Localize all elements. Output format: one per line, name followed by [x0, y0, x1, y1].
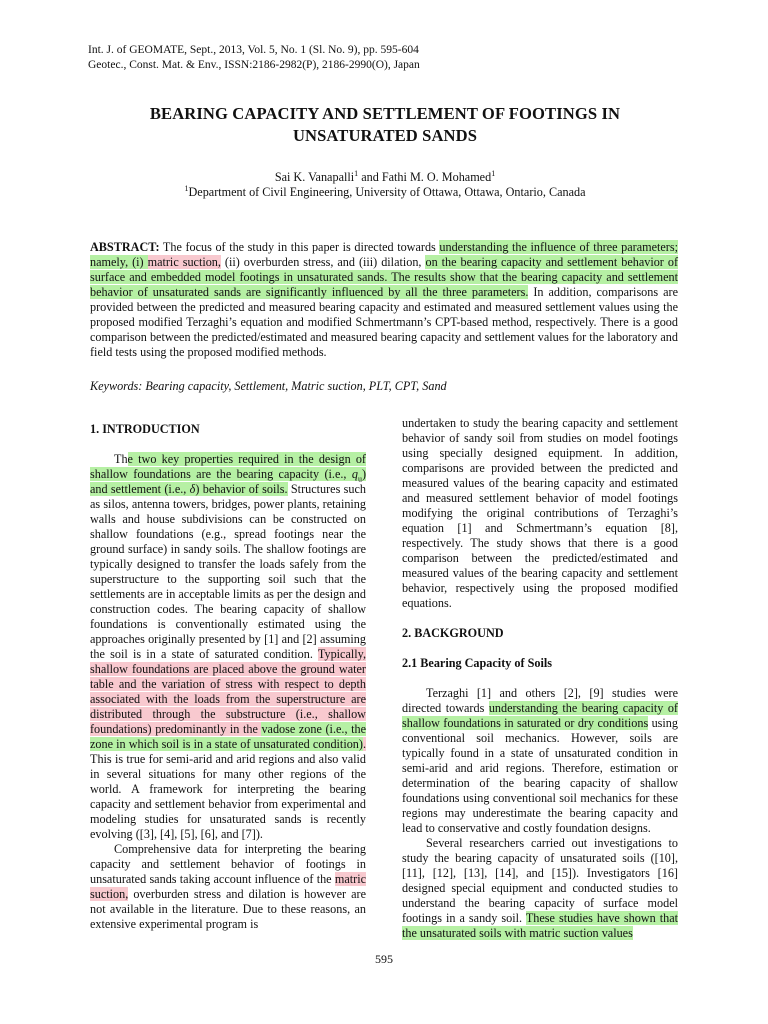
intro-p2-text-1: Comprehensive data for interpreting the bearing capacity and settlement behavior of footings in unsaturated sands taking account influence of the — [90, 842, 366, 886]
bg-p1-highlight: understanding the bearing capacity of shallow foundations in saturated or dry conditions — [402, 701, 678, 730]
author-2: Fathi M. O. Mohamed — [381, 170, 492, 184]
background-paragraph-2 — [402, 836, 678, 941]
intro-p1-highlight-2: ) and settlement (i.e., — [90, 467, 366, 496]
abstract-highlight-3: The results show that the bearing capacity and settlement behavior of unsaturated sands are significantly influenced by all the three parameters. — [90, 270, 679, 299]
bg-p2-highlight: These studies have shown that the unsaturated soils with matric suction values — [402, 911, 678, 940]
abstract-label: ABSTRACT: — [90, 240, 160, 254]
section-heading-background: 2. BACKGROUND — [402, 626, 504, 640]
subsection-heading-bearing-capacity: 2.1 Bearing Capacity of Soils — [402, 656, 552, 670]
intro-p1-delta: δ — [189, 482, 196, 496]
intro-p1-highlight-1: e two key properties required in the design of shallow foundations are the bearing capacity (i.e., — [90, 452, 366, 481]
right-paragraph-1: undertaken to study the bearing capacity and settlement behavior of sandy soil from studies on model footings using specially designed equipment. In addition, comparisons are provided between the predicted and measured values of the bearing capacity and estimated and measured settlement behavior of model footings modifying the original contributions of Terzaghi’s equation [1] and Schmertmann’s equation [8], respectively. The study shows that there is a good comparison between the predicted/estimated and measured values of the bearing capacity and settlement behavior, respectively using the proposed modified equations. — [402, 416, 678, 610]
journal-header — [88, 43, 420, 73]
section-heading-introduction: 1. INTRODUCTION — [90, 422, 200, 436]
abstract — [90, 240, 678, 360]
abstract-text-params: (ii) overburden stress, and (iii) dilation, — [220, 255, 426, 269]
intro-p2-matric-suction: matric suction, — [90, 872, 366, 901]
left-column — [90, 422, 366, 932]
affiliation-line — [80, 185, 690, 200]
authors-block — [80, 170, 690, 200]
intro-p1-text-2: Structures such as silos, antenna towers, bridges, power plants, retaining walls and house subdivisions can be constructed on shallow foundations (e.g., spread footings near the ground surface) in sandy soils. The shallow footings are typically designed to transfer the loads safely from the superstructure to the supporting soil such that the settlements are in acceptable limits as per the design and construction codes. The bearing capacity of shallow foundations is conventionally estimated using the approaches originally presented by [1] and [2] assuming the soil is in a state of saturated condition. — [90, 482, 366, 661]
abstract-text-3: In addition, comparisons are provided between the predicted and measured bearing capacity and estimated and measured settlement values using the proposed modified Terzaghi’s equation and modified Schmertmann’s CPT-based method, respectively. There is a good comparison between the predicted/estimated and measured bearing capacity and settlement values for the laboratory and field tests using the proposed modified methods. — [90, 285, 678, 359]
author-1: Sai K. Vanapalli — [274, 170, 355, 184]
intro-paragraph-1 — [90, 452, 366, 842]
intro-p1-red-1: Typically, shallow foundations are placed above the ground water table and the variation of stress with respect to depth associated with the loads from the superstructure are distributed through the substructure (i.e., shallow foundations) predominantly in the — [90, 647, 366, 736]
bg-p1-text-1: Terzaghi [1] and others [2], [9] studies were directed towards — [402, 686, 678, 715]
abstract-highlight-2: on the bearing capacity and settlement behavior of surface and embedded model footings in unsaturated sands — [90, 255, 678, 284]
abstract-highlight-1: understanding the influence of three parameters; namely, (i) — [90, 240, 678, 269]
author-and: and — [358, 170, 382, 184]
intro-p1-text-1: Th — [114, 452, 128, 466]
author-2-sup: 1 — [491, 168, 496, 178]
bg-p2-text-1: Several researchers carried out investigations to study the bearing capacity of unsaturated soils ([10], [11], [12], [13], [14], and [15]). Investigators [16] designed special equipment and conducted studies to understand the bearing capacity of surface model footings in a sandy soil. — [402, 836, 678, 925]
paper-title-line2: UNSATURATED SANDS — [292, 126, 478, 145]
abstract-text-1: The focus of the study in this paper is directed towards — [159, 240, 440, 254]
right-column — [402, 416, 678, 941]
intro-p1-qu: $q_u$ — [351, 467, 362, 484]
paper-title — [80, 103, 690, 147]
intro-p1-text-3: This is true for semi-arid and arid regions and also valid in several situations for many other regions of the world. A framework for interpreting the bearing capacity and settlement behavior from experimental and modeling studies for unsaturated sands is recently evolving ([3], [4], [5], [6], and [7]). — [90, 752, 366, 841]
affiliation: Department of Civil Engineering, University of Ottawa, Ottawa, Ontario, Canada — [188, 185, 586, 199]
author-1-sup: 1 — [354, 168, 359, 178]
background-paragraph-1 — [402, 686, 678, 836]
journal-header-line1: Int. J. of GEOMATE, Sept., 2013, Vol. 5, No. 1 (Sl. No. 9), pp. 595-604 — [88, 44, 419, 56]
keywords: Keywords: Bearing capacity, Settlement, Matric suction, PLT, CPT, Sand — [90, 379, 447, 393]
journal-header-line2: Geotec., Const. Mat. & Env., ISSN:2186-2982(P), 2186-2990(O), Japan — [88, 59, 420, 71]
intro-p1-highlight-3: ) behavior of soils. — [195, 482, 288, 496]
page-number: 595 — [375, 952, 393, 966]
bg-p1-text-2: using conventional soil mechanics. However, soils are typically found in a state of unsaturated condition in semi-arid and arid regions. Therefore, estimation or determination of the bearing capacity of shallow foundations using conventional soil mechanics for these regions may underestimate the bearing capacity and lead to conservative and costly foundation designs. — [402, 716, 678, 835]
intro-paragraph-2 — [90, 842, 366, 932]
intro-p1-vadose: vadose zone (i.e., the zone in which soil is in a state of unsaturated condition) — [90, 722, 366, 751]
abstract-highlight-matric-suction: matric suction, — [147, 255, 221, 269]
affiliation-sup: 1 — [184, 183, 189, 193]
author-line — [80, 170, 690, 185]
intro-p2-text-2: overburden stress and dilation is however are not available in the literature. Due to these reasons, an extensive experimental program is — [90, 887, 366, 931]
paper-title-line1: BEARING CAPACITY AND SETTLEMENT OF FOOTINGS IN — [149, 104, 621, 123]
intro-p1-red-2: . — [362, 737, 366, 751]
abstract-text-2: . — [384, 270, 392, 284]
